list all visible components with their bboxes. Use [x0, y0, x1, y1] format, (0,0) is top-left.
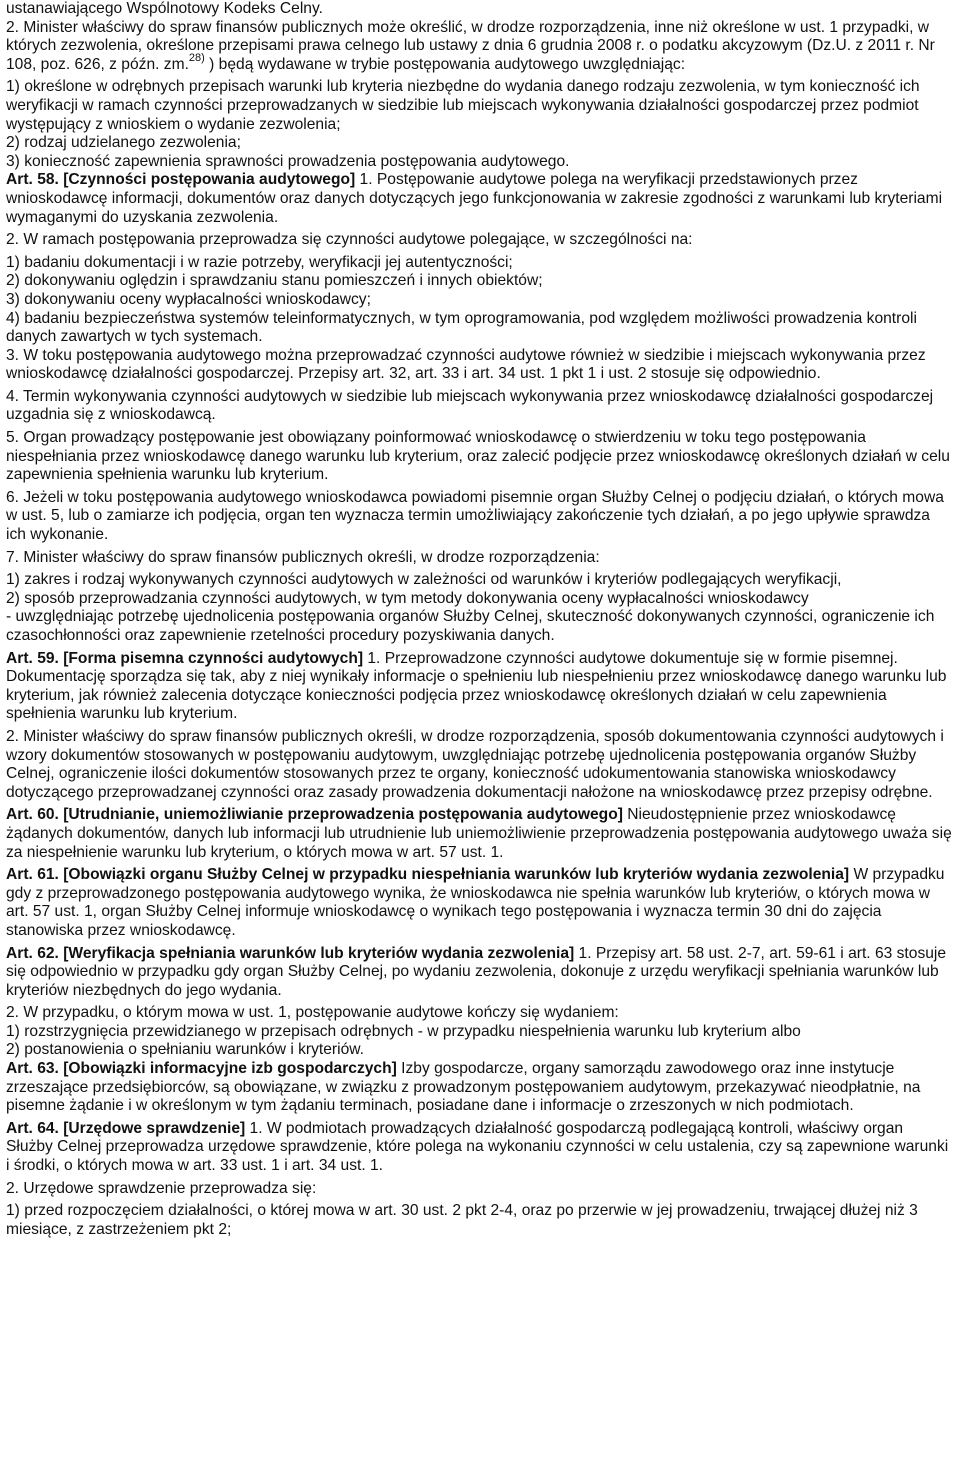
paragraph-text: badaniu bezpieczeństwa systemów teleinformatycznych, w tym oprogramowania, pod względem możliwości prowadzenia kontroli danych zawartych w tych systemach. [6, 309, 917, 346]
paragraph [6, 429, 952, 485]
list-item [6, 1023, 952, 1042]
paragraph [6, 608, 952, 645]
paragraph-text: dokonywaniu oceny wypłacalności wnioskodawcy; [19, 290, 371, 308]
paragraph-text: ustanawiającego Wspólnotowy Kodeks Celny. [6, 0, 323, 17]
article-heading: [Utrudnianie, uniemożliwianie przeprowadzenia postępowania audytowego] [63, 806, 623, 824]
paragraph [6, 388, 952, 425]
list-item [6, 291, 952, 310]
paragraph-text: przed rozpoczęciem działalności, o której mowa w art. 30 ust. 2 pkt 2-4, oraz po przerwie w jej prowadzeniu, trwającej dłużej niż 3 miesiące, z zastrzeżeniem pkt 2; [6, 1202, 918, 1238]
paragraph-text: badaniu dokumentacji i w razie potrzeby, weryfikacji jej autentyczności; [19, 253, 513, 271]
paragraph [6, 347, 952, 384]
paragraph-text: konieczność zapewnienia sprawności prowadzenia postępowania audytowego. [19, 152, 570, 170]
paragraph-text: 2. Minister właściwy do spraw finansów publicznych może określić, w drodze rozporządzenia, inne niż określone w ust. 1 przypadki, w których zezwolenia, określone przepisami prawa celnego lub ustawy z dnia 6 grudnia 2008 r. o podatku akcyzowym (Dz.U. z 2011 r. Nr 108, poz. 626, z późn. zm. [6, 18, 935, 73]
paragraph-text: 2. W przypadku, o którym mowa w ust. 1, postępowanie audytowe kończy się wydaniem: [6, 1004, 619, 1022]
list-item [6, 134, 952, 153]
paragraph [6, 728, 952, 802]
paragraph-text: dokonywaniu oględzin i sprawdzaniu stanu pomieszczeń i innych obiektów; [19, 272, 543, 290]
list-item [6, 590, 952, 609]
paragraph-text: Izby gospodarcze, organy samorządu zawodowego oraz inne instytucje zrzeszające przedsiębiorców, są obowiązane, w związku z prowadzonym postępowaniem audytowym, przekazywać nieodpłatnie, na pisemne żądanie i w określonym w tym żądaniu terminach, posiadane dane i informacje o zrzeszonych w nich podmiotach. [6, 1060, 921, 1115]
paragraph-text: 1. Przeprowadzone czynności audytowe dokumentuje się w formie pisemnej. Dokumentację sporządza się tak, aby z niej wynikały informacje o spełnieniu lub niespełnieniu przez wnioskodawcę danego warunku lub kryterium, jak również zalecenia dotyczące konieczności podjęcia przez wnioskodawcę określonych działań w celu zapewnienia spełnienia warunku lub kryterium. [6, 649, 947, 723]
list-item [6, 153, 952, 172]
paragraph-text: 2. Urzędowe sprawdzenie przeprowadza się: [6, 1179, 317, 1197]
article-heading: [Obowiązki organu Służby Celnej w przypadku niespełniania warunków lub kryteriów wydania zezwolenia] [63, 866, 850, 884]
paragraph-text: 1. Przepisy art. 58 ust. 2-7, art. 59-61 i art. 63 stosuje się odpowiednio w przypadku gdy organ Służby Celnej, po wydaniu zezwolenia, dokonuje z urzędu weryfikacji spełniania warunków lub kryteriów niezbędnych do jego wydania. [6, 944, 947, 999]
article-paragraph [6, 171, 952, 227]
paragraph [6, 489, 952, 545]
paragraph [6, 1004, 952, 1023]
article-number: Art. 62. [6, 944, 59, 962]
article-paragraph [6, 650, 952, 724]
list-item [6, 1041, 952, 1060]
list-item [6, 78, 952, 134]
list-item [6, 254, 952, 273]
list-item [6, 310, 952, 347]
article-heading: [Urzędowe sprawdzenie] [63, 1119, 246, 1137]
paragraph-text: W przypadku gdy z przeprowadzonego postępowania audytowego wynika, że wnioskodawca nie spełnia warunków lub kryteriów, o których mowa w art. 57 ust. 1, organ Służby Celnej informuje wnioskodawcę o wynikach tego postępowania i wyznacza termin 30 dni do zajęcia stanowiska przez wnioskodawcę. [6, 866, 945, 939]
article-paragraph [6, 945, 952, 1001]
article-paragraph [6, 1060, 952, 1116]
list-number: 2) [6, 1041, 20, 1059]
article-paragraph [6, 866, 952, 940]
paragraph [6, 19, 952, 75]
paragraph-text: - uwzględniając potrzebę ujednolicenia postępowania organów Służby Celnej, skuteczność dokonywanych czynności, ograniczenie ich czasochłonności oraz zapewnienie rzetelności procedury pozyskiwania danych. [6, 608, 935, 644]
article-number: Art. 63. [6, 1060, 59, 1078]
paragraph-text: określone w odrębnych przepisach warunki lub kryteria niezbędne do wydania danego rodzaju zezwolenia, w tym konieczność ich weryfikacji w ramach czynności przeprowadzanych w siedzibie lub miejscach wykonywania działalności gospodarczej przez podmiot występujący z wnioskiem o wydanie zezwolenia; [6, 78, 920, 133]
paragraph-text: 7. Minister właściwy do spraw finansów publicznych określi, w drodze rozporządzenia: [6, 548, 600, 566]
article-heading: [Forma pisemna czynności audytowych] [63, 649, 364, 667]
article-number: Art. 59. [6, 649, 59, 667]
list-item [6, 571, 952, 590]
list-number: 4) [6, 309, 20, 327]
paragraph-text: sposób przeprowadzania czynności audytowych, w tym metody dokonywania oceny wypłacalności wnioskodawcy [19, 589, 809, 607]
article-heading: [Weryfikacja spełniania warunków lub kryteriów wydania zezwolenia] [63, 944, 575, 962]
list-item [6, 272, 952, 291]
list-number: 1) [6, 1022, 20, 1040]
list-number: 3) [6, 152, 20, 170]
list-number: 3) [6, 290, 20, 308]
article-number: Art. 61. [6, 866, 59, 884]
paragraph-text: 2. W ramach postępowania przeprowadza się czynności audytowe polegające, w szczególności na: [6, 231, 693, 249]
article-paragraph [6, 806, 952, 862]
article-number: Art. 60. [6, 806, 59, 824]
list-number: 2) [6, 272, 20, 290]
paragraph-text: Nieudostępnienie przez wnioskodawcę żądanych dokumentów, danych lub informacji lub utrudnienie lub uniemożliwienie przeprowadzenia postępowania audytowego uważa się za niespełnienie warunku lub kryterium, o których mowa w art. 57 ust. 1. [6, 806, 952, 861]
article-heading: [Czynności postępowania audytowego] [63, 171, 356, 189]
list-number: 1) [6, 571, 20, 589]
paragraph-text: 4. Termin wykonywania czynności audytowych w siedzibie lub miejscach wykonywania przez wnioskodawcę działalności gospodarczej uzgadnia się z wnioskodawcą. [6, 387, 934, 424]
paragraph-text: 3. W toku postępowania audytowego można przeprowadzać czynności audytowe również w siedzibie i miejscach wykonywania przez wnioskodawcę działalności gospodarczej. Przepisy art. 32, art. 33 i art. 34 ust. 1 pkt 1 i ust. 2 stosuje się odpowiednio. [6, 346, 926, 383]
paragraph-text: 6. Jeżeli w toku postępowania audytowego wnioskodawca powiadomi pisemnie organ Służby Celnej o podjęciu działań, o których mowa w ust. 5, lub o zamiarze ich podjęcia, organ ten wyznacza termin umożliwiający zakończenie tych działań, a po jego upływie sprawdza ich wykonanie. [6, 488, 944, 544]
article-heading: [Obowiązki informacyjne izb gospodarczych] [63, 1060, 397, 1078]
paragraph-text: 5. Organ prowadzący postępowanie jest obowiązany poinformować wnioskodawcę o stwierdzeniu w toku tego postępowania niespełniania przez wnioskodawcę danego warunku lub kryterium, oraz zalecić podjęcie przez wnioskodawcę określonych działań w celu zapewnienia spełnienia warunku lub kryterium. [6, 429, 950, 484]
list-number: 1) [6, 1202, 20, 1220]
paragraph-text: postanowienia o spełnianiu warunków i kryteriów. [19, 1041, 364, 1059]
paragraph-text: 1. W podmiotach prowadzących działalność gospodarczą podlegającą kontroli, właściwy organ Służby Celnej przeprowadza urzędowe sprawdzenie, które polega na wykonaniu czynności w celu ustalenia, czy są zapewnione warunki i środki, o których mowa w art. 33 ust. 1 i art. 34 ust. 1. [6, 1119, 949, 1175]
article-paragraph [6, 1120, 952, 1176]
list-number: 2) [6, 589, 20, 607]
article-number: Art. 64. [6, 1119, 59, 1137]
paragraph-text-continued: ) będą wydawane w trybie postępowania audytowego uwzględniając: [204, 55, 686, 73]
paragraph-text: rodzaj udzielanego zezwolenia; [19, 134, 241, 152]
paragraph-text: zakres i rodzaj wykonywanych czynności audytowych w zależności od warunków i kryteriów podlegających weryfikacji, [19, 571, 842, 589]
paragraph-text: 1. Postępowanie audytowe polega na weryfikacji przedstawionych przez wnioskodawcę informacji, dokumentów oraz danych dotyczących jego funkcjonowania w zakresie zgodności z warunkami lub kryteriami wymaganymi do uzyskania zezwolenia. [6, 171, 943, 226]
paragraph-text: rozstrzygnięcia przewidzianego w przepisach odrębnych - w przypadku niespełnienia warunku lub kryterium albo [19, 1022, 801, 1040]
list-item [6, 1202, 952, 1239]
list-number: 1) [6, 253, 20, 271]
footnote-reference: 28) [188, 51, 205, 64]
article-number: Art. 58. [6, 171, 59, 189]
paragraph [6, 549, 952, 568]
paragraph-text: 2. Minister właściwy do spraw finansów publicznych określi, w drodze rozporządzenia, sposób dokumentowania czynności audytowych i wzory dokumentów stosowanych w postępowaniu audytowym, uwzględniając potrzebę ujednolicenia postępowania organów Służby Celnej, ograniczenie ilości dokumentów stosowanych przez te organy, konieczność udokumentowania stanowiska wnioskodawcy dotyczącego przeprowadzanej czynności oraz zasady prowadzenia dokumentacji nałożone na wnioskodawcę przez przepisy odrębne. [6, 727, 944, 801]
paragraph [6, 1180, 952, 1199]
paragraph [6, 231, 952, 250]
list-number: 1) [6, 78, 20, 96]
paragraph [6, 0, 952, 19]
list-number: 2) [6, 134, 20, 152]
